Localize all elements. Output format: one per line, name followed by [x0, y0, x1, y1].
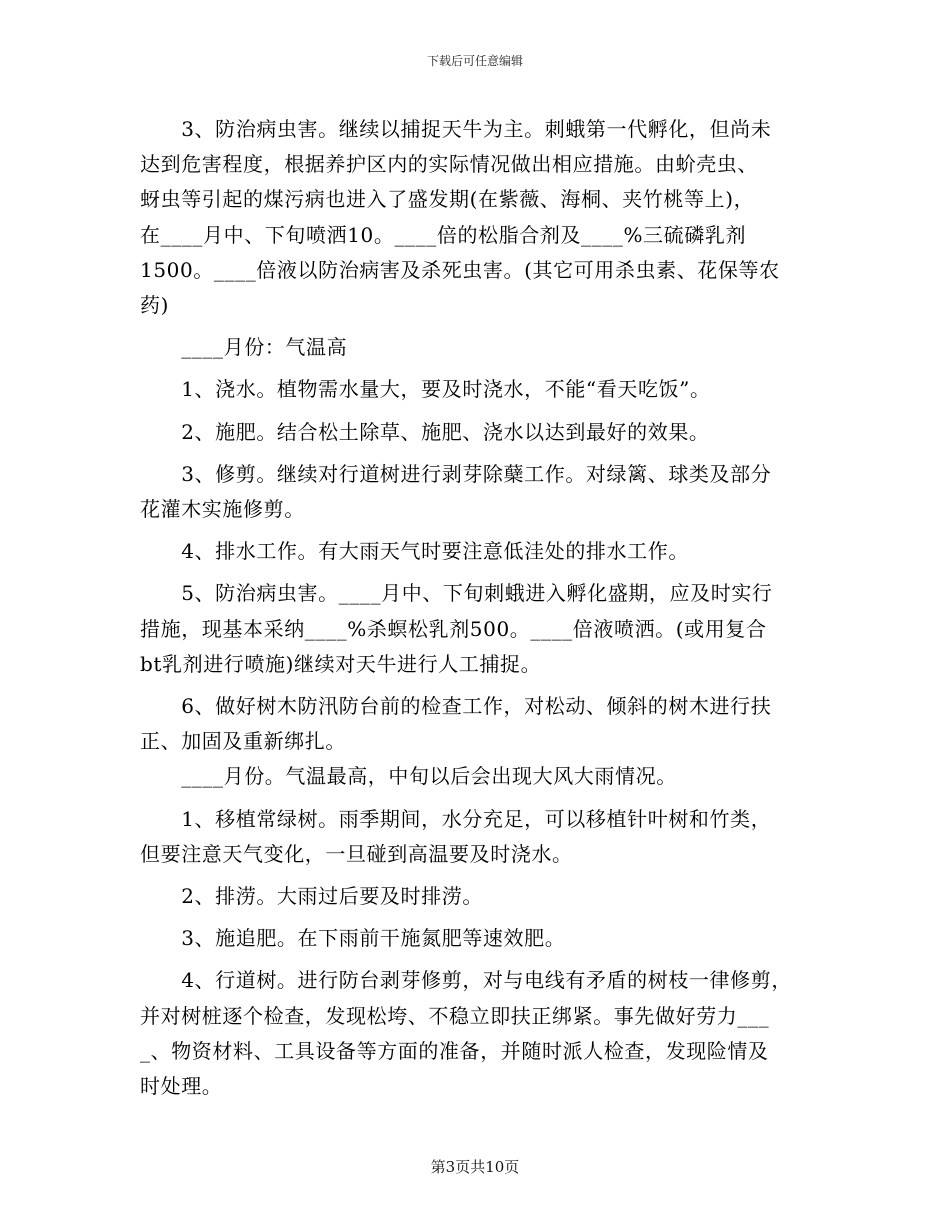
document-body	[140, 112, 820, 1104]
paragraph-flood-check	[140, 689, 820, 759]
text-line: _、物资材料、工具设备等方面的准备，并随时派人检查，发现险情及	[140, 1038, 769, 1063]
text-line: 达到危害程度，根据养护区内的实际情况做出相应措施。由蚧壳虫、	[140, 152, 758, 177]
paragraph-month-heading-1	[140, 330, 820, 365]
text-line: 时处理。	[140, 1074, 223, 1099]
paragraph-pest-control-1	[140, 112, 820, 323]
text-line: 花灌木实施修剪。	[140, 497, 305, 522]
text-line: 并对树桩逐个检查，发现松垮、不稳立即扶正绑紧。事先做好劳力___	[140, 1003, 770, 1028]
text-line: 措施，现基本采纳____%杀螟松乳剂500。____倍液喷洒。(或用复合	[140, 616, 767, 641]
paragraph-street-trees	[140, 963, 820, 1104]
text-line: 5、防治病虫害。____月中、下旬刺蛾进入孵化盛期，应及时实行	[140, 581, 773, 606]
text-line: 3、防治病虫害。继续以捕捉天牛为主。刺蛾第一代孵化，但尚未	[140, 117, 772, 141]
page-footer: 第3页共10页	[430, 1158, 520, 1176]
paragraph-top-dressing	[140, 921, 820, 956]
text-line: 正、加固及重新绑扎。	[140, 729, 346, 754]
text-line: 4、行道树。进行防台剥芽修剪，对与电线有矛盾的树枝一律修剪，	[140, 968, 792, 993]
page-header: 下载后可任意编辑	[426, 54, 523, 68]
text-line: 3、修剪。继续对行道树进行剥芽除蘖工作。对绿篱、球类及部分	[140, 461, 772, 486]
paragraph-pruning	[140, 457, 820, 527]
text-line: 2、排涝。大雨过后要及时排涝。	[140, 884, 483, 909]
text-line: ____月份。气温最高，中旬以后会出现大风大雨情况。	[140, 764, 677, 789]
text-line: bt乳剂进行喷施)继续对天牛进行人工捕捉。	[140, 651, 542, 676]
text-line: 3、施追肥。在下雨前干施氮肥等速效肥。	[140, 926, 566, 951]
paragraph-pest-control-2	[140, 576, 820, 682]
paragraph-month-heading-2	[140, 759, 820, 794]
paragraph-transplant	[140, 802, 820, 872]
paragraph-fertilizing	[140, 415, 820, 450]
text-line: 6、做好树木防汛防台前的检查工作，对松动、倾斜的树木进行扶	[140, 694, 772, 719]
text-line: ____月份：气温高	[140, 335, 348, 360]
text-line: 药)	[140, 293, 170, 318]
paragraph-waterlogging	[140, 879, 820, 914]
text-line: 2、施肥。结合松土除草、施肥、浇水以达到最好的效果。	[140, 419, 710, 444]
text-line: 4、排水工作。有大雨天气时要注意低洼处的排水工作。	[140, 539, 689, 564]
text-line: 但要注意天气变化，一旦碰到高温要及时浇水。	[140, 841, 573, 866]
paragraph-watering	[140, 372, 820, 407]
paragraph-drainage	[140, 534, 820, 569]
text-line: 1、浇水。植物需水量大，要及时浇水，不能“看天吃饭”。	[140, 377, 711, 402]
text-line: 1、移植常绿树。雨季期间，水分充足，可以移植针叶树和竹类，	[140, 806, 772, 831]
text-line: 在____月中、下旬喷洒10。____倍的松脂合剂及____%三硫磷乳剂	[140, 222, 747, 247]
text-line: 1500。____倍液以防治病害及杀死虫害。(其它可用杀虫素、花保等农	[140, 257, 780, 282]
text-line: 蚜虫等引起的煤污病也进入了盛发期(在紫薇、海桐、夹竹桃等上)，	[140, 187, 755, 212]
